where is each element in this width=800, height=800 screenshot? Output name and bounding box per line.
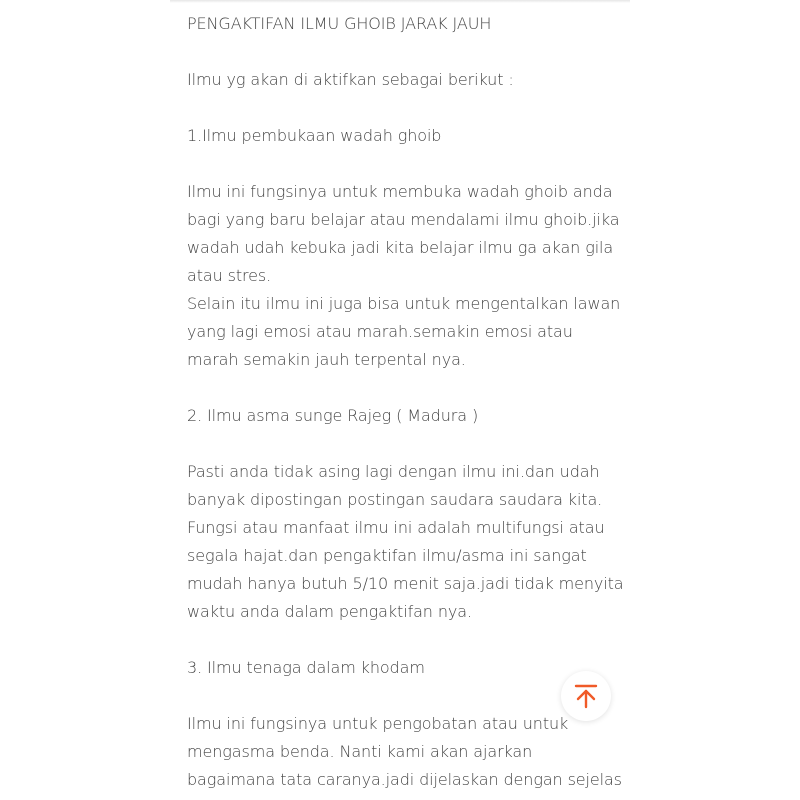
- paragraph-line: marah semakin jauh terpental nya.: [187, 350, 466, 369]
- spacer: [187, 374, 627, 402]
- paragraph-line: Ilmu ini fungsinya untuk pengobatan atau untuk: [187, 714, 569, 733]
- paragraph-line: segala hajat.dan pengaktifan ilmu/asma ini sangat: [187, 546, 587, 565]
- article-body: [187, 10, 627, 794]
- paragraph-line: Selain itu ilmu ini juga bisa untuk mengentalkan lawan: [187, 294, 621, 313]
- header-shadow: [170, 0, 630, 3]
- paragraph-line: banyak dipostingan postingan saudara saudara kita.: [187, 490, 603, 509]
- back-to-top-button[interactable]: [561, 671, 611, 721]
- paragraph-line: mengasma benda. Nanti kami akan ajarkan: [187, 742, 533, 761]
- spacer: [187, 430, 627, 458]
- article-title: PENGAKTIFAN ILMU GHOIB JARAK JAUH: [187, 14, 492, 33]
- paragraph-line: bagaimana tata caranya.jadi dijelaskan dengan sejelas: [187, 770, 622, 789]
- paragraph-line: waktu anda dalam pengaktifan nya.: [187, 602, 472, 621]
- paragraph-line: Ilmu ini fungsinya untuk membuka wadah ghoib anda: [187, 182, 613, 201]
- item-heading: 2. Ilmu asma sunge Rajeg ( Madura ): [187, 406, 479, 425]
- article-intro: Ilmu yg akan di aktifkan sebagai berikut :: [187, 70, 514, 89]
- paragraph-line: atau stres.: [187, 266, 272, 285]
- spacer: [187, 150, 627, 178]
- spacer: [187, 626, 627, 654]
- spacer: [187, 38, 627, 66]
- paragraph-line: mudah hanya butuh 5/10 menit saja.jadi tidak menyita: [187, 574, 624, 593]
- spacer: [187, 94, 627, 122]
- item-heading: 3. Ilmu tenaga dalam khodam: [187, 658, 425, 677]
- paragraph-line: bagi yang baru belajar atau mendalami ilmu ghoib.jika: [187, 210, 620, 229]
- item-heading: 1.Ilmu pembukaan wadah ghoib: [187, 126, 442, 145]
- paragraph-line: Fungsi atau manfaat ilmu ini adalah multifungsi atau: [187, 518, 605, 537]
- paragraph-line: wadah udah kebuka jadi kita belajar ilmu ga akan gila: [187, 238, 614, 257]
- arrow-up-to-top-icon: [573, 683, 599, 709]
- paragraph-line: yang lagi emosi atau marah.semakin emosi atau: [187, 322, 573, 341]
- paragraph-line: Pasti anda tidak asing lagi dengan ilmu ini.dan udah: [187, 462, 600, 481]
